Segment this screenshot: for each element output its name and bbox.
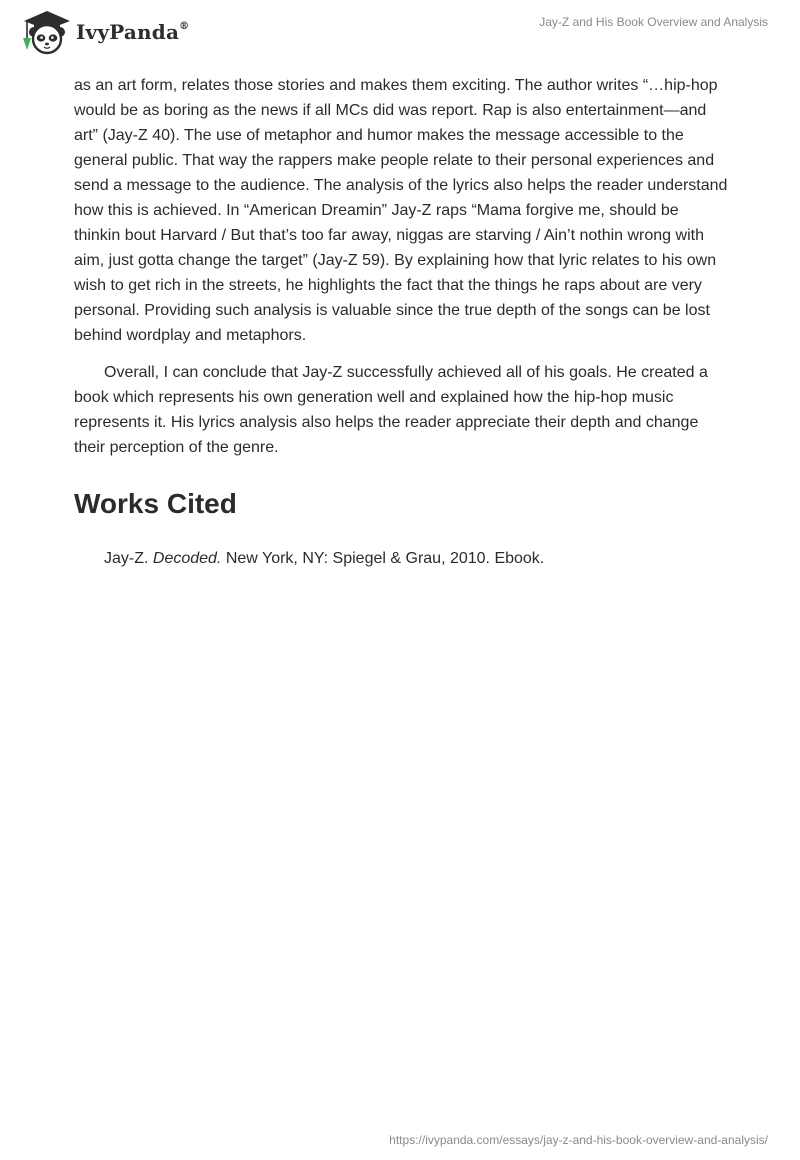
works-cited-heading: Works Cited <box>74 488 237 519</box>
citation-entry <box>74 546 728 571</box>
panda-graduate-icon <box>14 8 72 56</box>
ivypanda-logo[interactable] <box>14 8 189 56</box>
running-title: Jay-Z and His Book Overview and Analysis <box>539 15 768 29</box>
body-paragraph: as an art form, relates those stories and makes them exciting. The author writes “…hip-hop would be as boring as the news if all MCs did was report. Rap is also entertainment—and art” (Jay-Z 40). The use of metaphor and humor makes the message accessible to the general public. That way the rappers make people relate to their personal experiences and send a message to the audience. The analysis of the lyrics also helps the reader understand how this is achieved. In “American Dreamin” Jay-Z raps “Mama forgive me, should be thinkin bout Harvard / But that’s too far away, niggas are starving / Ain’t nothin wrong with aim, just gotta change the target” (Jay-Z 59). By explaining how that lyric relates to his own wish to get rich in the streets, he highlights the fact that the things he raps about are very personal. Providing such analysis is valuable since the true depth of the songs can be lost behind wordplay and metaphors. <box>74 77 728 344</box>
citation-publication: New York, NY: Spiegel & Grau, 2010. Ebook. <box>221 550 545 567</box>
citation-title: Decoded. <box>152 550 222 567</box>
body-paragraph: Overall, I can conclude that Jay-Z successfully achieved all of his goals. He created a book which represents his own generation well and explained how the hip-hop music represents it. His lyrics analysis also helps the reader appreciate their depth and change their perception of the genre. <box>74 364 708 456</box>
citation-author: Jay-Z. <box>104 550 153 567</box>
footer-url[interactable]: https://ivypanda.com/essays/jay-z-and-his-book-overview-and-analysis/ <box>389 1133 768 1147</box>
logo-wordmark: IvyPanda® <box>76 20 190 44</box>
page-header <box>0 0 800 70</box>
essay-content <box>74 73 728 571</box>
registered-mark: ® <box>179 21 190 33</box>
